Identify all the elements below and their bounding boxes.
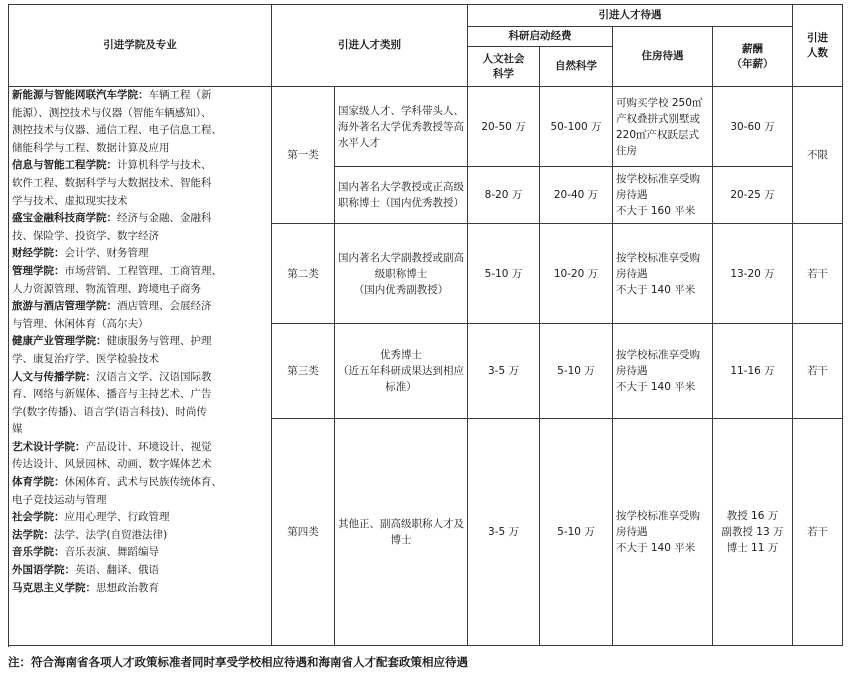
college-name: 外国语学院： <box>12 564 75 577</box>
college-lines <box>12 87 268 597</box>
talent-recruitment-table <box>8 4 843 646</box>
college-name: 体育学院： <box>12 476 65 489</box>
college-line <box>12 456 268 474</box>
college-name: 人文与传播学院： <box>12 370 96 383</box>
category-3-housing: 按学校标准享受购房待遇 不大于 140 平米 <box>613 324 713 419</box>
category-4-salary: 教授 16 万 副教授 13 万 博士 11 万 <box>713 419 793 646</box>
college-line <box>12 439 268 457</box>
college-line <box>12 492 268 510</box>
college-majors: 与管理、休闲体育（高尔夫） <box>12 317 149 330</box>
college-line <box>12 245 268 263</box>
college-majors: 学、康复治疗学、医学检验技术 <box>12 352 159 365</box>
category-2-label: 第二类 <box>272 224 335 324</box>
college-line <box>12 369 268 387</box>
header-research-funding: 科研启动经费 <box>468 27 613 47</box>
college-line <box>12 210 268 228</box>
college-line <box>12 87 268 105</box>
category-1-headcount: 不限 <box>793 87 843 224</box>
college-line <box>12 404 268 422</box>
category-1b-description: 国内著名大学教授或正高级职称博士（国内优秀教授） <box>335 167 468 224</box>
header-housing: 住房待遇 <box>613 27 713 87</box>
college-name: 信息与智能工程学院： <box>12 159 117 172</box>
category-1-label: 第一类 <box>272 87 335 224</box>
college-line <box>12 193 268 211</box>
college-majors: 会计学、财务管理 <box>64 247 149 260</box>
college-line <box>12 509 268 527</box>
category-4-headcount: 若干 <box>793 419 843 646</box>
college-majors: 学(数字传播)、语言学(语言科技)、时尚传 <box>12 405 207 418</box>
college-line <box>12 263 268 281</box>
college-name: 财经学院： <box>12 247 65 260</box>
college-line <box>12 105 268 123</box>
college-majors: 测控技术与仪器、通信工程、电子信息工程、 <box>12 124 222 137</box>
college-line <box>12 474 268 492</box>
college-line <box>12 527 268 545</box>
college-line <box>12 228 268 246</box>
category-2-salary: 13-20 万 <box>713 224 793 324</box>
college-majors: 育、网络与新媒体、播音与主持艺术、广告 <box>12 388 212 401</box>
college-line <box>12 386 268 404</box>
category-1a-housing: 可购买学校 250㎡产权叠拼式别墅或 220㎡产权跃层式住房 <box>613 87 713 167</box>
college-name: 盛宝金融科技商学院： <box>12 212 117 225</box>
college-line <box>12 157 268 175</box>
category-3-headcount: 若干 <box>793 324 843 419</box>
college-line <box>12 175 268 193</box>
college-majors: 技、保险学、投资学、数字经济 <box>12 229 159 242</box>
college-majors: 传达设计、风景园林、动画、数字媒体艺术 <box>12 458 212 471</box>
college-line <box>12 562 268 580</box>
category-4-label: 第四类 <box>272 419 335 646</box>
category-2-humanities: 5-10 万 <box>468 224 540 324</box>
header-salary: 薪酬 （年薪） <box>713 27 793 87</box>
college-majors: 健康服务与管理、护理 <box>106 335 212 348</box>
college-majors: 汉语言文学、汉语国际教 <box>96 370 212 383</box>
category-3-humanities: 3-5 万 <box>468 324 540 419</box>
college-name: 管理学院： <box>12 264 65 277</box>
talent-table-container <box>8 4 842 646</box>
category-1b-humanities: 8-20 万 <box>468 167 540 224</box>
category-1b-salary: 20-25 万 <box>713 167 793 224</box>
college-majors: 产品设计、环境设计、视觉 <box>85 440 212 453</box>
college-line <box>12 140 268 158</box>
category-1a-description: 国家级人才、学科带头人、海外著名大学优秀教授等高水平人才 <box>335 87 468 167</box>
college-name: 艺术设计学院： <box>12 440 86 453</box>
college-majors: 能源）、测控技术与仪器（智能车辆感知）、 <box>12 106 212 119</box>
college-majors: 媒 <box>12 423 23 436</box>
header-humanities-funding: 人文社会 科学 <box>468 47 540 87</box>
header-natural-science-funding: 自然科学 <box>540 47 613 87</box>
category-3-label: 第三类 <box>272 324 335 419</box>
college-majors: 车辆工程（新 <box>148 89 212 101</box>
category-3-natural: 5-10 万 <box>540 324 613 419</box>
category-1a-humanities: 20-50 万 <box>468 87 540 167</box>
category-3-description: 优秀博士 （近五年科研成果达到相应标准） <box>335 324 468 419</box>
header-treatment: 引进人才待遇 <box>468 5 793 27</box>
college-majors: 电子竞技运动与管理 <box>12 493 107 506</box>
college-major-list <box>9 87 272 646</box>
category-1a-salary: 30-60 万 <box>713 87 793 167</box>
college-line <box>12 421 268 439</box>
category-2-headcount: 若干 <box>793 224 843 324</box>
college-majors: 学与技术、虚拟现实技术 <box>12 194 128 207</box>
college-name: 马克思主义学院： <box>12 581 96 594</box>
category-3-salary: 11-16 万 <box>713 324 793 419</box>
college-majors: 思想政治教育 <box>96 581 159 594</box>
college-line <box>12 281 268 299</box>
college-name: 新能源与智能网联汽车学院： <box>12 89 149 101</box>
college-name: 社会学院： <box>12 511 65 524</box>
college-majors: 休闲体育、武术与民族传统体育、 <box>64 476 222 489</box>
college-line <box>12 316 268 334</box>
college-majors: 经济与金融、金融科 <box>117 212 212 225</box>
college-name: 法学院： <box>12 528 54 541</box>
header-talent-category: 引进人才类别 <box>272 5 468 87</box>
header-college-major: 引进学院及专业 <box>9 5 272 87</box>
college-line <box>12 298 268 316</box>
college-majors: 软件工程、数据科学与大数据技术、智能科 <box>12 176 212 189</box>
college-line <box>12 544 268 562</box>
category-4-natural: 5-10 万 <box>540 419 613 646</box>
category-1b-natural: 20-40 万 <box>540 167 613 224</box>
college-majors: 市场营销、工程管理、工商管理、 <box>64 264 222 277</box>
college-majors: 人力资源管理、物流管理、跨境电子商务 <box>12 282 201 295</box>
category-1b-housing: 按学校标准享受购房待遇 不大于 160 平米 <box>613 167 713 224</box>
college-name: 健康产业管理学院： <box>12 335 107 348</box>
college-majors: 计算机科学与技术、 <box>117 159 212 172</box>
category-4-housing: 按学校标准享受购房待遇 不大于 140 平米 <box>613 419 713 646</box>
category-2-description: 国内著名大学副教授或副高级职称博士 （国内优秀副教授） <box>335 224 468 324</box>
college-majors: 法学、法学(自贸港法律) <box>54 528 168 541</box>
category-4-description: 其他正、副高级职称人才及博士 <box>335 419 468 646</box>
college-name: 旅游与酒店管理学院： <box>12 300 117 313</box>
college-majors: 酒店管理、会展经济 <box>117 300 212 313</box>
college-line <box>12 122 268 140</box>
college-line <box>12 580 268 598</box>
category-1a-natural: 50-100 万 <box>540 87 613 167</box>
college-majors: 储能科学与工程、数据计算及应用 <box>12 141 170 154</box>
footnote: 注：符合海南省各项人才政策标准者同时享受学校相应待遇和海南省人才配套政策相应待遇 <box>8 655 468 669</box>
category-2-natural: 10-20 万 <box>540 224 613 324</box>
college-majors: 应用心理学、行政管理 <box>64 511 170 524</box>
college-majors: 音乐表演、舞蹈编导 <box>64 546 159 559</box>
college-line <box>12 351 268 369</box>
header-headcount: 引进 人数 <box>793 5 843 87</box>
college-majors: 英语、翻译、俄语 <box>75 564 159 577</box>
category-4-humanities: 3-5 万 <box>468 419 540 646</box>
college-line <box>12 333 268 351</box>
category-2-housing: 按学校标准享受购房待遇 不大于 140 平米 <box>613 224 713 324</box>
college-name: 音乐学院： <box>12 546 65 559</box>
